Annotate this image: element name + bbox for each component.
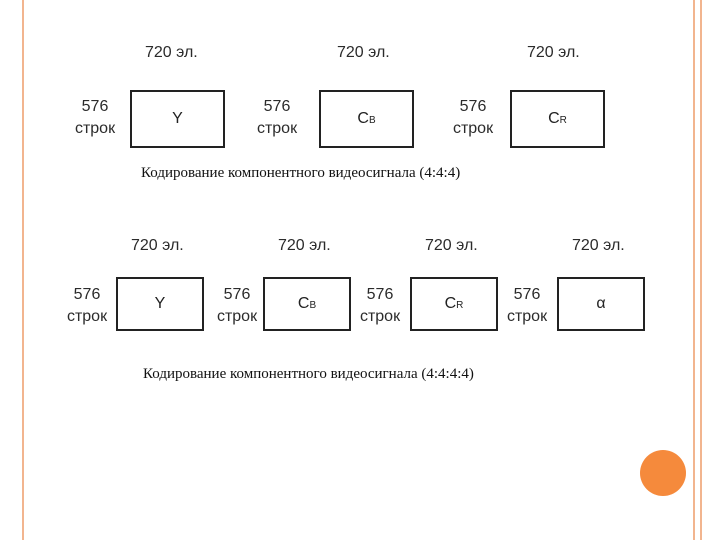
rows-number: 576 <box>223 286 251 303</box>
component-subscript: R <box>456 299 464 311</box>
component-letter: α <box>596 295 606 312</box>
rows-word: строк <box>452 120 494 137</box>
component-subscript: B <box>309 299 317 311</box>
rows-label <box>349 284 411 328</box>
width-label: 720 эл. <box>572 237 625 254</box>
rows-label <box>442 96 504 140</box>
rows-label <box>206 284 268 328</box>
rows-label <box>246 96 308 140</box>
rows-label <box>64 96 126 140</box>
component-subscript: B <box>368 114 376 126</box>
width-label: 720 эл. <box>278 237 331 254</box>
rows-label <box>56 284 118 328</box>
rows-number: 576 <box>81 98 109 115</box>
component-subscript: R <box>559 114 567 126</box>
width-label: 720 эл. <box>527 44 580 61</box>
width-label: 720 эл. <box>145 44 198 61</box>
rows-label <box>496 284 558 328</box>
width-label: 720 эл. <box>131 237 184 254</box>
diagram-caption: Кодирование компонентного видеосигнала (4:4:4:4) <box>143 366 474 382</box>
width-label: 720 эл. <box>425 237 478 254</box>
component-box-alpha <box>557 277 645 331</box>
component-letter: C <box>297 295 310 312</box>
rows-number: 576 <box>263 98 291 115</box>
rows-word: строк <box>74 120 116 137</box>
decorative-circle <box>640 450 686 496</box>
rows-word: строк <box>216 308 258 325</box>
component-box-cb <box>319 90 414 148</box>
component-box-y <box>116 277 204 331</box>
component-box-cb <box>263 277 351 331</box>
component-letter: C <box>444 295 457 312</box>
component-box-cr <box>410 277 498 331</box>
component-box-y <box>130 90 225 148</box>
component-letter: C <box>357 110 369 127</box>
frame-line-left <box>22 0 24 540</box>
component-letter: Y <box>154 295 166 312</box>
frame-line-right-2 <box>700 0 702 540</box>
rows-number: 576 <box>459 98 487 115</box>
rows-word: строк <box>66 308 108 325</box>
rows-number: 576 <box>366 286 394 303</box>
rows-number: 576 <box>73 286 101 303</box>
diagram-caption: Кодирование компонентного видеосигнала (4:4:4) <box>141 165 461 181</box>
width-label: 720 эл. <box>337 44 390 61</box>
rows-word: строк <box>359 308 401 325</box>
rows-number: 576 <box>513 286 541 303</box>
component-letter: Y <box>172 110 183 127</box>
component-box-cr <box>510 90 605 148</box>
rows-word: строк <box>506 308 548 325</box>
frame-line-right-1 <box>693 0 695 540</box>
rows-word: строк <box>256 120 298 137</box>
component-letter: C <box>548 110 560 127</box>
